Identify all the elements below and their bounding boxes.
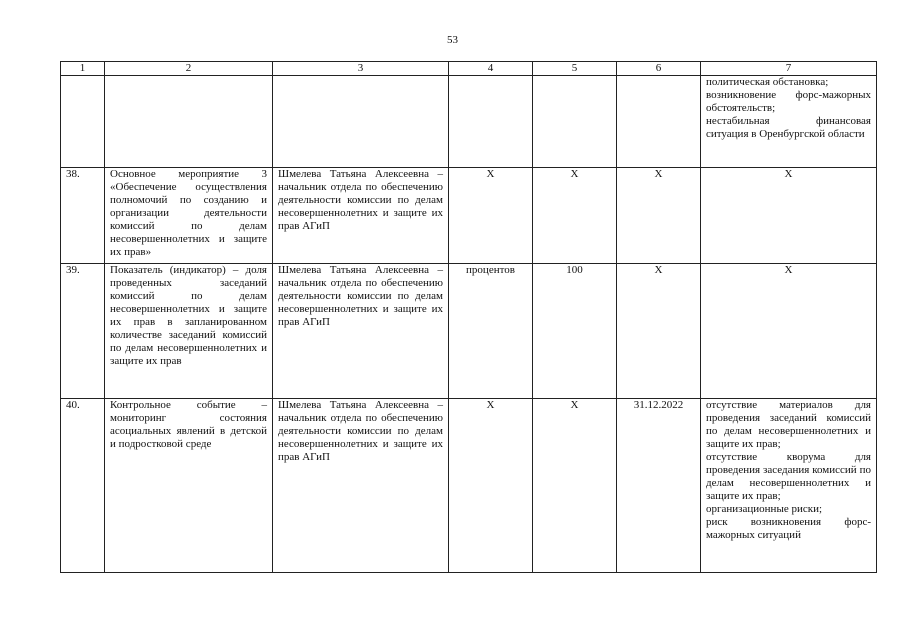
cell-name: Показатель (индикатор) – доля проведенных заседаний комиссий по делам несовершеннолетних и защите их прав в запланированном количестве заседаний комиссий по делам несовершеннолетних и защите их прав bbox=[105, 264, 273, 399]
table-header-row bbox=[61, 62, 877, 76]
cell-unit: процентов bbox=[449, 264, 533, 399]
page-number: 53 bbox=[447, 34, 458, 46]
cell-value: Х bbox=[533, 399, 617, 573]
cell-responsible: Шмелева Татьяна Алексеевна – начальник отдела по обеспечению деятельности комиссии по делам несовершеннолетних и защите их прав АГиП bbox=[273, 264, 449, 399]
cell-responsible: Шмелева Татьяна Алексеевна – начальник отдела по обеспечению деятельности комиссии по делам несовершеннолетних и защите их прав АГиП bbox=[273, 168, 449, 264]
cell-unit: Х bbox=[449, 168, 533, 264]
cell-responsible: Шмелева Татьяна Алексеевна – начальник отдела по обеспечению деятельности комиссии по делам несовершеннолетних и защите их прав АГиП bbox=[273, 399, 449, 573]
cell-date: Х bbox=[617, 168, 701, 264]
header-col-2: 2 bbox=[105, 62, 273, 76]
table-row bbox=[61, 264, 877, 399]
cell-value: 100 bbox=[533, 264, 617, 399]
cell-unit bbox=[449, 76, 533, 168]
cell-date: Х bbox=[617, 264, 701, 399]
table-row bbox=[61, 399, 877, 573]
cell-risks: отсутствие материалов для проведения заседаний комиссий по делам несовершеннолетних и защите их прав; отсутствие кворума для проведения заседания комиссий по делам несовершеннолетних и защите их прав; организационные риски; риск возникновения форс-мажорных ситуаций bbox=[701, 399, 877, 573]
cell-number: 40. bbox=[61, 399, 105, 573]
cell-number: 39. bbox=[61, 264, 105, 399]
cell-name: Контрольное событие – мониторинг состояния асоциальных явлений в детской и подростковой среде bbox=[105, 399, 273, 573]
cell-value bbox=[533, 76, 617, 168]
header-col-5: 5 bbox=[533, 62, 617, 76]
header-col-1: 1 bbox=[61, 62, 105, 76]
header-col-3: 3 bbox=[273, 62, 449, 76]
document-table bbox=[60, 61, 877, 573]
cell-date: 31.12.2022 bbox=[617, 399, 701, 573]
header-col-4: 4 bbox=[449, 62, 533, 76]
cell-number bbox=[61, 76, 105, 168]
header-col-6: 6 bbox=[617, 62, 701, 76]
cell-responsible bbox=[273, 76, 449, 168]
cell-risks: политическая обстановка; возникновение форс-мажорных обстоятельств; нестабильная финансовая ситуация в Оренбургской области bbox=[701, 76, 877, 168]
table-row bbox=[61, 168, 877, 264]
cell-risks: Х bbox=[701, 168, 877, 264]
cell-date bbox=[617, 76, 701, 168]
cell-unit: Х bbox=[449, 399, 533, 573]
cell-name bbox=[105, 76, 273, 168]
cell-value: Х bbox=[533, 168, 617, 264]
cell-risks: Х bbox=[701, 264, 877, 399]
header-col-7: 7 bbox=[701, 62, 877, 76]
cell-name: Основное мероприятие 3 «Обеспечение осуществления полномочий по созданию и организации деятельности комиссий по делам несовершеннолетних и защите их прав» bbox=[105, 168, 273, 264]
cell-number: 38. bbox=[61, 168, 105, 264]
table-row bbox=[61, 76, 877, 168]
